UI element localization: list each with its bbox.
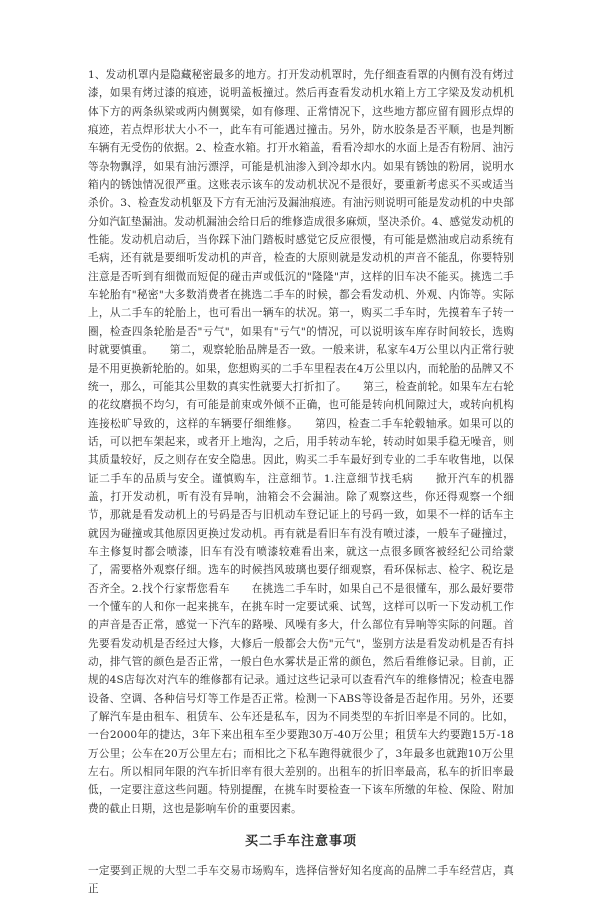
main-paragraph: 1、发动机罩内是隐藏秘密最多的地方。打开发动机罩时，先仔细查看罩的内侧有没有烤过漆，如果有烤过漆的痕迹，说明盖板撞过。然后再查看发动机水箱上方工字梁及发动机机体下方的两条纵梁或两内侧翼梁，如有修理、正常情况下，这些地方都应留有圆形点焊的痕迹，若点焊形状大小不一，此车有可能遇过撞击。另外，防水胶条是否平顺，也是判断车辆有无受伤的依据。2、检查水箱。打开水箱盖，看看冷却水的水面上是否有粉屑、油污等杂物飘浮，如果有油污漂浮，可能是机油渗入到冷却水内。如果有锈蚀的粉屑，说明水箱内的锈蚀情况很严重。这账表示该车的发动机状况不是很好，要重新考虑买不买或适当杀价。3、检查发动机躯及下方有无油污及漏油痕迹。有油污则说明可能是发动机的中央部分如汽缸垫漏油。发动机漏油会给日后的维修造成很多麻烦，坚决杀价。4、感觉发动机的性能。发动机启动后，当你踩下油门踏板时感觉它反应很慢，有可能是燃油或启动系统有毛病，还有就是要细听发动机的声音，检查的大原则就是发动机的声音不能乱，你要特别注意是否听到有细微而短促的碰击声或低沉的"隆隆"声，这样的旧车决不能买。挑选二手车轮胎有"秘密"大多数消费者在挑选二手车的时候，都会看发动机、外观、内饰等。实际上，从二手车的轮胎上，也可看出一辆车的状况。第一，购买二手车时，先摸着车子转一圈，检查四条轮胎是否"亏气"，如果有"亏气"的情况，可以说明该车库存时间较长，选购时就要慎重。 第二，观察轮胎品牌是否一致。一般来讲，私家车4万公里以内正常行驶是不用更换新轮胎的。如果，您想购买的二手车里程表在4万公里以内，而轮胎的品牌又不统一，那么，可能其公里数的真实性就要大打折扣了。 第三，检查前轮。如果车左右轮的花纹磨损不均匀，有可能是前束或外倾不正确，也可能是转向机间隙过大，或转向机构连接松旷导致的，这样的车辆要仔细维修。 第四，检查二手车轮毂轴承。如果可以的话，可以把车架起来，或者开上地沟，之后，用手转动车轮，转动时如果手稳无噪音，则其质量较好，反之则存在安全隐患。因此，购买二手车最好到专业的二手车收售地，以保证二手车的品质与安全。谨慎购车，注意细节。1.注意细节找毛病 掀开汽车的机器盖，打开发动机，听有没有异响，油箱会不会漏油。除了观察这些，你还得观察一个细节，那就是看发动机上的号码是否与旧机动车登记证上的号码一致，如果不一样的话车主就因为碰撞或其他原因更换过发动机。再有就是看旧车有没有喷过漆，一般车子碰撞过，车主修复时都会喷漆，旧车有没有喷漆较难看出来，就这一点很多顾客被经纪公司给蒙了，需要格外观察仔细。选车的时候挡风玻璃也要仔细观察，看环保标志、检字、税讫是否齐全。2.找个行家帮您看车 在挑选二手车时，如果自己不是很懂车，那么最好要带一个懂车的人和你一起来挑车，在挑车时一定要试乘、试驾，这样可以听一下发动机工作的声音是否正常，感觉一下汽车的路噪、风噪有多大，什么部位有异响等实际的问题。首先要看发动机是否经过大修，大修后一般都会大伤"元气"，鉴别方法是看发动机是否有抖动，排气管的颜色是否正常，一般白色水雾状是正常的颜色，然后看维修记录。目前，正规的4S店每次对汽车的维修都有记录。通过这些记录可以查看汽车的维修情况；检查电器设备、空调、各种信号灯等工作是否正常。检测一下ABS等设备是否起作用。另外，还要了解汽车是由租车、租赁车、公车还是私车，因为不同类型的车折旧率是不同的。比如，一台2000年的捷达，3年下来出租车至少要跑30万-40万公里；租赁车大约要跑15万-18万公里；公车在20万公里左右；而相比之下私车跑得就很少了，3年最多也就跑10万公里左右。所以相同年限的汽车折旧率有很大差别的。出租车的折旧率最高，私车的折旧率最低，一定要注意这些问题。特别提醒，在挑车时要检查一下该车所缴的年检、保险、附加费的截止日期，这也是影响车价的重要因素。 xyxy=(88,69,514,815)
section-heading: 买二手车注意事项 xyxy=(244,834,357,850)
second-paragraph: 一定要到正规的大型二手车交易市场购车，选择信誉好知名度高的品牌二手车经营店，真正 xyxy=(88,865,514,896)
document-page xyxy=(88,66,514,899)
